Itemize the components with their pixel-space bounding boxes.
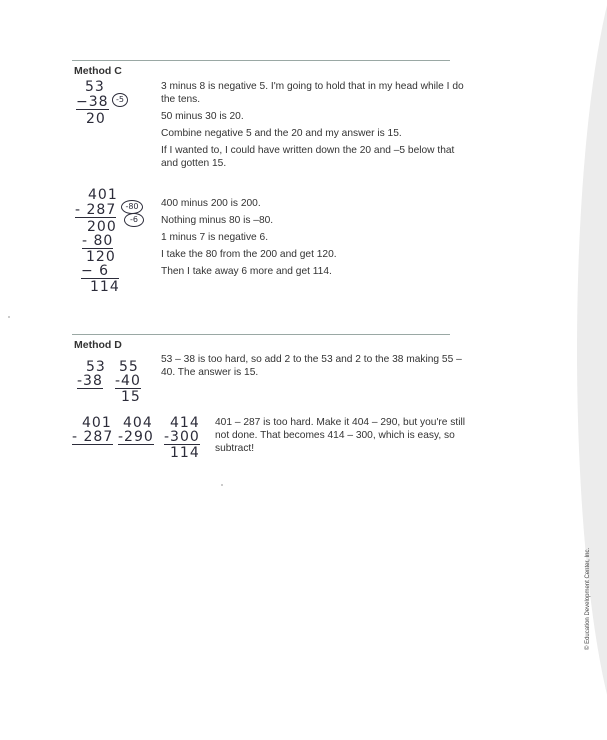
section-divider	[72, 334, 450, 335]
d1-a-sub: -38	[77, 373, 103, 389]
explanation-line: 53 – 38 is too hard, so add 2 to the 53 and 2 to the 38 making 55 – 40. The answer is 15.	[161, 354, 462, 378]
d1-b-top: 55	[119, 359, 139, 375]
method-d-explanation-2	[215, 416, 480, 459]
c2-partial-minus-80: - 80	[82, 233, 114, 249]
d2-c-top: 414	[170, 415, 200, 431]
explanation-line: 3 minus 8 is negative 5. I'm going to hold that in my head while I do the tens.	[161, 81, 464, 105]
scan-speck	[221, 484, 223, 486]
section-divider	[72, 60, 450, 61]
method-c-heading: Method C	[74, 65, 122, 77]
c1-top-number: 53	[85, 79, 105, 95]
explanation-line: If I wanted to, I could have written down the 20 and –5 below that and gotten 15.	[161, 145, 455, 169]
c1-circled-partial: -5	[112, 93, 128, 107]
c2-partial-minus-6: − 6	[81, 264, 119, 279]
d1-a-top: 53	[86, 359, 106, 375]
scan-speck	[8, 316, 10, 318]
d1-result: 15	[121, 389, 141, 405]
c2-result: 114	[90, 279, 120, 295]
d2-b-sub: -290	[118, 429, 154, 445]
d2-b-top: 404	[123, 415, 153, 431]
method-c-explanation-2	[161, 197, 461, 282]
c2-partial-120: 120	[86, 249, 116, 265]
explanation-line: 401 – 287 is too hard. Make it 404 – 290, but you're still not done. That becomes 414 – 300, which is easy, so subtract!	[215, 417, 465, 454]
explanation-line: Combine negative 5 and the 20 and my answer is 15.	[161, 128, 402, 139]
c1-subtrahend: −38	[76, 94, 109, 110]
c2-partial-200: 200	[87, 219, 117, 235]
c2-top-number: 401	[88, 187, 118, 203]
d2-a-top: 401	[82, 415, 112, 431]
method-c-explanation-1	[161, 80, 479, 174]
c2-circled-partial-1: -80	[121, 200, 143, 214]
explanation-line: 1 minus 7 is negative 6.	[161, 232, 269, 243]
d2-result: 114	[170, 445, 200, 461]
explanation-line: Nothing minus 80 is –80.	[161, 215, 274, 226]
d2-c-sub: -300	[164, 429, 200, 445]
c1-result: 20	[86, 111, 106, 127]
copyright-credit: © Education Development Center, Inc.	[585, 547, 591, 650]
c2-circled-partial-2: -6	[124, 213, 144, 227]
method-d-explanation-1	[161, 353, 466, 383]
d1-b-sub: -40	[115, 373, 141, 389]
c2-subtrahend: - 287	[75, 202, 117, 218]
method-d-heading: Method D	[74, 339, 122, 351]
d2-a-sub: - 287	[72, 429, 114, 445]
explanation-line: Then I take away 6 more and get 114.	[161, 266, 332, 277]
scan-shadow	[507, 0, 607, 740]
explanation-line: I take the 80 from the 200 and get 120.	[161, 249, 337, 260]
explanation-line: 50 minus 30 is 20.	[161, 111, 244, 122]
explanation-line: 400 minus 200 is 200.	[161, 198, 261, 209]
